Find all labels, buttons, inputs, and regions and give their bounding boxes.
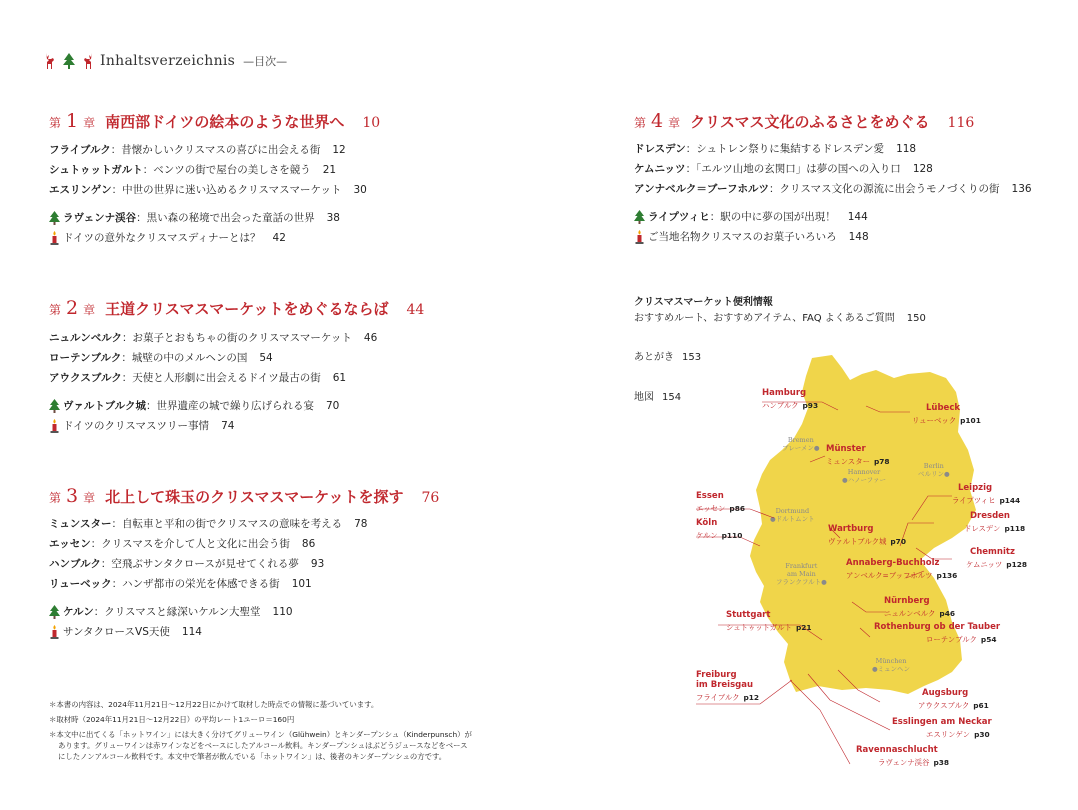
toc-extra-entry[interactable]: ドイツのクリスマスツリー事情 74: [49, 418, 377, 434]
map-label-stuttgart[interactable]: Stuttgart シュトゥットガルト p21: [726, 610, 812, 632]
chapter-number: 2: [66, 297, 79, 319]
map-label-rothenburg[interactable]: Rothenburg ob der Tauber ローテンブルク p54: [874, 622, 1001, 644]
toc-header: [44, 50, 287, 72]
map-label-esslingen[interactable]: Esslingen am Neckar エスリンゲン p30: [892, 717, 992, 739]
map-label-nuernberg[interactable]: Nürnberg ニュルンベルク p46: [884, 596, 955, 618]
toc-entry[interactable]: ローテンブルク ：城壁の中のメルヘンの国 54: [49, 352, 273, 364]
map-label-koeln[interactable]: Köln ケルン p110: [696, 518, 743, 540]
toc-extra-entry[interactable]: ケルン ：クリスマスと縁深いケルン大聖堂 110: [49, 604, 367, 620]
chapter-page: 116: [947, 115, 975, 131]
chapter-1-heading[interactable]: 第 1 章 南西部ドイツの絵本のような世界へ 10: [49, 110, 381, 132]
toc-entry[interactable]: フライブルク ：昔懐かしいクリスマスの喜びに出会える街 12: [49, 144, 346, 156]
reindeer-tree-decoration-icon: [44, 52, 94, 70]
map-label-muenster[interactable]: Münster ミュンスター p78: [826, 444, 890, 466]
info-line[interactable]: おすすめルート、おすすめアイテム、FAQ よくあるご質問 150: [634, 313, 926, 324]
toc-entry[interactable]: リューベック ：ハンザ都市の栄光を体感できる街 101: [49, 578, 312, 590]
toc-extra-entry[interactable]: ラヴェンナ渓谷 ：黒い森の秘境で出会った童話の世界 38: [49, 210, 367, 226]
city-muenchen: München ●ミュンヘン: [872, 657, 911, 673]
city-berlin: Berlin ベルリン●: [918, 462, 950, 478]
chapter-number: 4: [651, 110, 664, 132]
toc-entry[interactable]: ハンブルク ：空飛ぶサンタクロースが見せてくれる夢 93: [49, 558, 325, 570]
chapter-page: 44: [406, 302, 425, 318]
toc-extra-entry[interactable]: ヴァルトブルク城 ：世界遺産の城で繰り広げられる宴 70: [49, 398, 377, 414]
footnote: にしたノンアルコール飲料です。本文中で筆者が飲んでいる「ホットワイン」は、後者のキンダープンシュの方です。: [58, 752, 447, 761]
chapter-title: クリスマス文化のふるさとをめぐる: [690, 113, 930, 131]
map-label-ravennaschlucht[interactable]: Ravennaschlucht ラヴェンナ渓谷 p38: [856, 745, 950, 767]
toc-entry[interactable]: ニュルンベルク ：お菓子とおもちゃの街のクリスマスマーケット 46: [49, 332, 378, 344]
footnote: ＊本書の内容は、2024年11月21日～12月22日にかけて取材した時点での情報に基づいています。: [49, 700, 379, 709]
toc-entry[interactable]: エッセン ：クリスマスを介して人と文化に出会う街 86: [49, 538, 316, 550]
map-label-annaberg[interactable]: Annaberg-Buchholz アンベルク=ブッフホルツ p136: [846, 558, 958, 580]
toc-entry[interactable]: エスリンゲン ：中世の世界に迷い込めるクリスマスマーケット 30: [49, 184, 367, 196]
city-bremen: Bremen ブレーメン●: [782, 436, 820, 452]
chapter-3-heading[interactable]: 第 3 章 北上して珠玉のクリスマスマーケットを探す 76: [49, 485, 440, 507]
map-label-augsburg[interactable]: Augsburg アウクスブルク p61: [918, 688, 989, 710]
tree-icon: [49, 399, 60, 413]
chapter-page: 76: [421, 490, 440, 506]
afterword-entry[interactable]: あとがき 153: [634, 352, 702, 363]
candle-icon: [49, 419, 60, 433]
map-label-dresden[interactable]: Dresden ドレスデン p118: [964, 511, 1026, 533]
toc-entry[interactable]: ケムニッツ ：「エルツ山地の玄関口」は夢の国への入り口 128: [634, 163, 933, 175]
toc-title: Inhaltsverzeichnis: [100, 53, 236, 69]
toc-subtitle: —目次—: [243, 55, 288, 68]
chapter-4-heading[interactable]: 第 4 章 クリスマス文化のふるさとをめぐる 116: [634, 110, 975, 132]
candle-icon: [634, 230, 645, 244]
tree-icon: [634, 210, 645, 224]
tree-icon: [49, 211, 60, 225]
toc-entry[interactable]: アンナベルク＝ブーフホルツ ：クリスマス文化の源流に出会うモノづくりの街 136: [634, 183, 1032, 195]
chapter-number: 1: [66, 110, 79, 132]
chapter-1-entries: [49, 142, 367, 246]
chapter-2-heading[interactable]: 第 2 章 王道クリスマスマーケットをめぐるならば 44: [49, 297, 425, 319]
chapter-number: 3: [66, 485, 79, 507]
chapter-title: 南西部ドイツの絵本のような世界へ: [105, 113, 345, 131]
candle-icon: [49, 625, 60, 639]
candle-icon: [49, 231, 60, 245]
chapter-page: 10: [362, 115, 381, 131]
chapter-4-entries: [634, 141, 1032, 245]
chapter-2-entries: [49, 330, 377, 434]
toc-extra-entry[interactable]: ご当地名物クリスマスのお菓子いろいろ 148: [634, 229, 1032, 245]
toc-extra-entry[interactable]: サンタクロースVS天使 114: [49, 624, 367, 640]
map-label-hamburg[interactable]: Hamburg ハンブルク p93: [762, 388, 819, 410]
toc-entry[interactable]: ドレスデン ：シュトレン祭りに集結するドレスデン愛 118: [634, 143, 917, 155]
footnotes: [49, 699, 472, 762]
chapter-title: 王道クリスマスマーケットをめぐるならば: [105, 300, 389, 318]
map-label-wartburg[interactable]: Wartburg ヴァルトブルク城 p70: [828, 524, 906, 546]
map-label-essen[interactable]: Essen エッセン p86: [696, 491, 745, 513]
tree-icon: [49, 605, 60, 619]
toc-entry[interactable]: ミュンスター ：自転車と平和の街でクリスマスの意味を考える 78: [49, 518, 368, 530]
city-hannover: Hannover ●ハノーファー: [842, 468, 887, 484]
map-label-leipzig[interactable]: Leipzig ライプツィヒ p144: [952, 483, 1021, 505]
chapter-3-entries: [49, 516, 367, 640]
info-title: クリスマスマーケット便利情報: [634, 297, 773, 308]
city-frankfurt: Frankfurt am Main フランクフルト●: [776, 562, 827, 586]
toc-entry[interactable]: シュトゥットガルト ：ベンツの街で屋台の美しさを競う 21: [49, 164, 337, 176]
map-label-freiburg[interactable]: Freiburg im Breisgau フライブルク p12: [696, 670, 760, 702]
map-entry[interactable]: 地図 154: [634, 392, 682, 403]
toc-extra-entry[interactable]: ドイツの意外なクリスマスディナーとは？ 42: [49, 230, 367, 246]
footnote: ＊本文中に出てくる「ホットワイン」には大きく分けてグリューワイン（Glühwein）とキンダープンシュ（Kinderpunsch）が: [49, 730, 472, 739]
toc-entry[interactable]: アウクスブルク ：天使と人形劇に出会えるドイツ最古の街 61: [49, 372, 347, 384]
chapter-title: 北上して珠玉のクリスマスマーケットを探す: [105, 488, 404, 506]
footnote: あります。グリューワインは赤ワインなどをベースにしたアルコール飲料。キンダープンシュはぶどうジュースなどをベース: [58, 741, 468, 750]
footnote: ＊取材時（2024年11月21日～12月22日）の平均レート1ユーロ＝160円: [49, 715, 295, 724]
map-label-luebeck[interactable]: Lübeck リューベック p101: [912, 403, 981, 425]
city-dortmund: Dortmund ●ドルトムント: [770, 507, 815, 523]
map-label-chemnitz[interactable]: Chemnitz ケムニッツ p128: [966, 547, 1028, 569]
germany-map: [690, 350, 1040, 780]
toc-extra-entry[interactable]: ライプツィヒ ：駅の中に夢の国が出現！ 144: [634, 209, 1032, 225]
